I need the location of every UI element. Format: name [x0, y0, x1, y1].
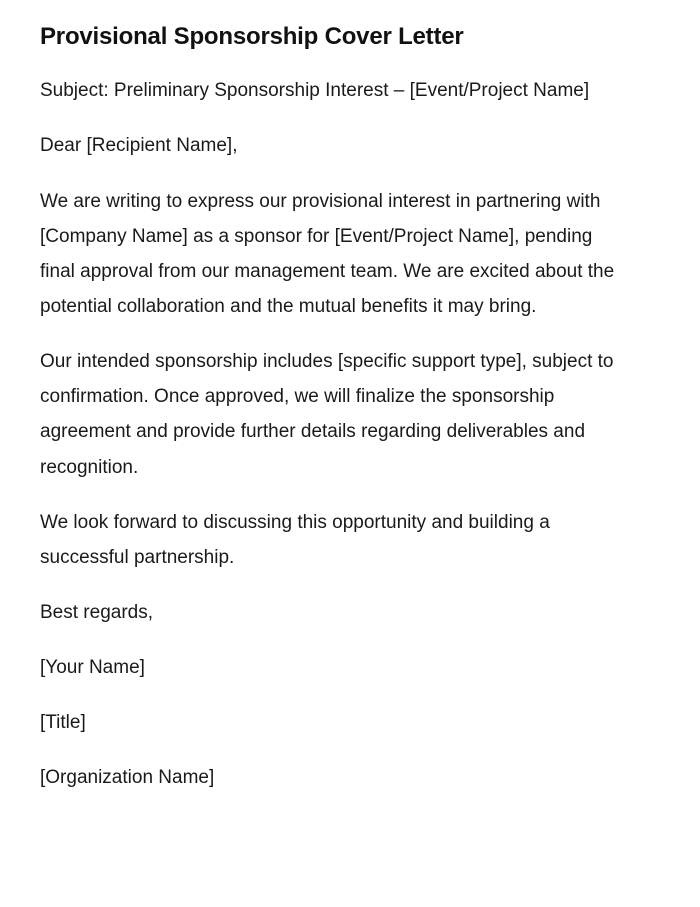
body-paragraph-3: We look forward to discussing this opportunity and building a successful partnership.	[40, 511, 550, 568]
body-paragraph-2: Our intended sponsorship includes [specific support type], subject to confirmation. Once approved, we will finalize the sponsorship agreement and provide further details regarding deliverables and recognition.	[40, 351, 614, 478]
page-title: Provisional Sponsorship Cover Letter	[40, 23, 464, 50]
signature-title: [Title]	[40, 712, 86, 734]
body-paragraph-1: We are writing to express our provisional interest in partnering with [Company Name] as a sponsor for [Event/Project Name], pending final approval from our management team. We are excited about the potential collaboration and the mutual benefits it may bring.	[40, 190, 615, 317]
signature-organization: [Organization Name]	[40, 767, 215, 789]
signature-name: [Your Name]	[40, 657, 145, 679]
salutation: Dear [Recipient Name],	[40, 135, 238, 157]
closing-salutation: Best regards,	[40, 601, 153, 623]
subject-line: Subject: Preliminary Sponsorship Interest – [Event/Project Name]	[40, 80, 590, 102]
